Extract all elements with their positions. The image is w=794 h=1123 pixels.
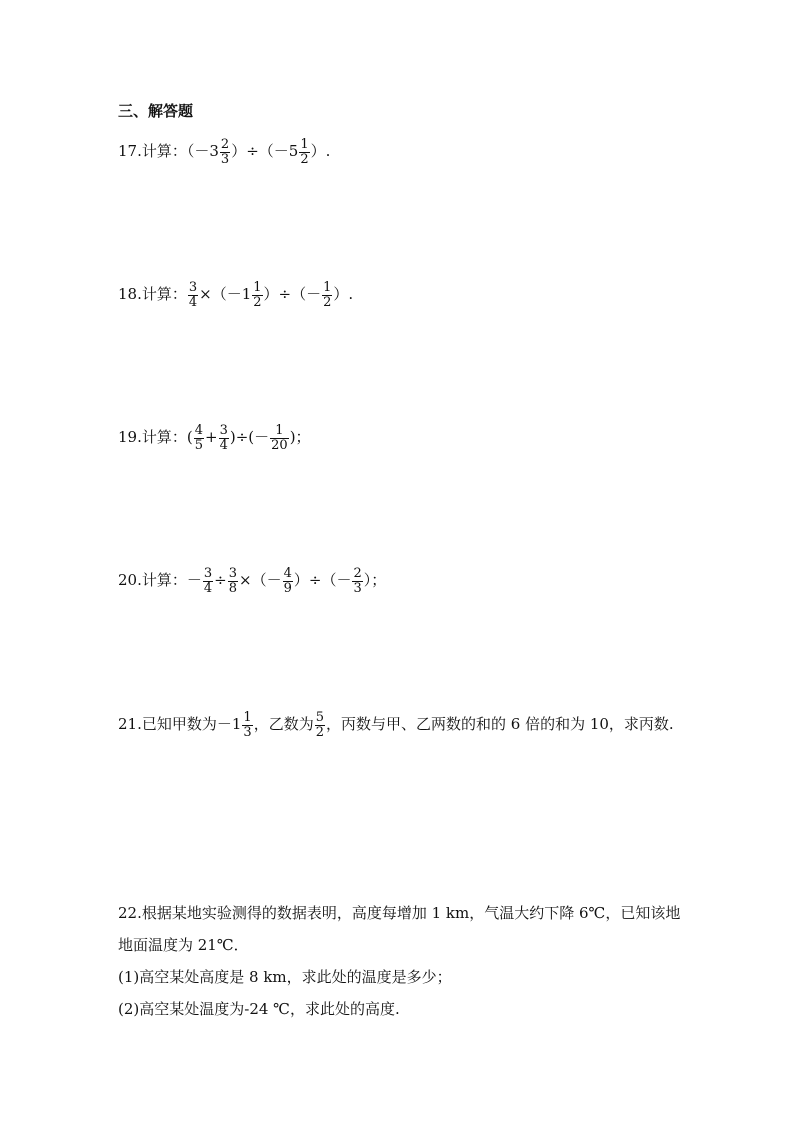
problem-20: 20.计算：－ $\frac{3}{4}$ ÷ $\frac{3}{8}$ ×（－ $\frac{4}{9}$ ）÷（－ $\frac{2}{3}$ ）；: [118, 566, 387, 596]
problem-22-line2: 地面温度为 21℃．: [118, 936, 249, 954]
fraction: $\frac{3}{4}$: [188, 280, 198, 310]
fraction: $\frac{3}{8}$: [228, 566, 238, 596]
problem-18: 18.计算： $\frac{3}{4}$ ×（－1 $\frac{1}{2}$ ）÷（－ $\frac{1}{2}$ ）.: [118, 280, 354, 310]
fraction: $\frac{1}{2}$: [323, 280, 332, 310]
problem-20-prefix: 20.计算：: [118, 571, 187, 590]
problem-21: 21.已知甲数为－1 $\frac{1}{3}$ ，乙数为 $\frac{5}{2}$ ，丙数与甲、乙两数的和的 6 倍的和为 10，求丙数.: [118, 710, 674, 740]
problem-18-prefix: 18.计算：: [118, 285, 187, 304]
problem-22-sub1: (1)高空某处高度是 8 km，求此处的温度是多少；: [118, 968, 452, 986]
fraction: $\frac{2}{3}$: [220, 137, 230, 167]
fraction: $\frac{1}{3}$: [243, 710, 252, 740]
problem-22-line1: 22.根据某地实验测得的数据表明，高度每增加 1 km，气温大约下降 6℃，已知该地: [118, 904, 681, 922]
fraction: $\frac{4}{5}$: [194, 423, 203, 453]
fraction: $\frac{1}{2}$: [300, 137, 309, 167]
fraction: $\frac{5}{2}$: [315, 710, 324, 740]
problem-19-prefix: 19.计算：: [118, 428, 187, 447]
fraction: $\frac{2}{3}$: [353, 566, 362, 596]
section-heading: 三、解答题: [118, 102, 194, 120]
fraction: $\frac{1}{2}$: [253, 280, 262, 310]
fraction: $\frac{3}{4}$: [203, 566, 213, 596]
problem-17: 17.计算：（－3 $\frac{2}{3}$ ）÷（－5 $\frac{1}{2}$ ）.: [118, 137, 331, 167]
fraction: $\frac{3}{4}$: [219, 423, 228, 453]
problem-17-prefix: 17.计算：: [118, 142, 187, 161]
problem-21-prefix: 21.已知甲数为－1: [118, 715, 242, 734]
problem-22-sub2: (2)高空某处温度为-24 ℃，求此处的高度.: [118, 1000, 400, 1018]
fraction: $\frac{1}{20}$: [271, 423, 288, 453]
problem-19: 19.计算：( $\frac{4}{5}$ + $\frac{3}{4}$ )÷(－ $\frac{1}{20}$ )；: [118, 423, 311, 453]
fraction: $\frac{4}{9}$: [283, 566, 292, 596]
